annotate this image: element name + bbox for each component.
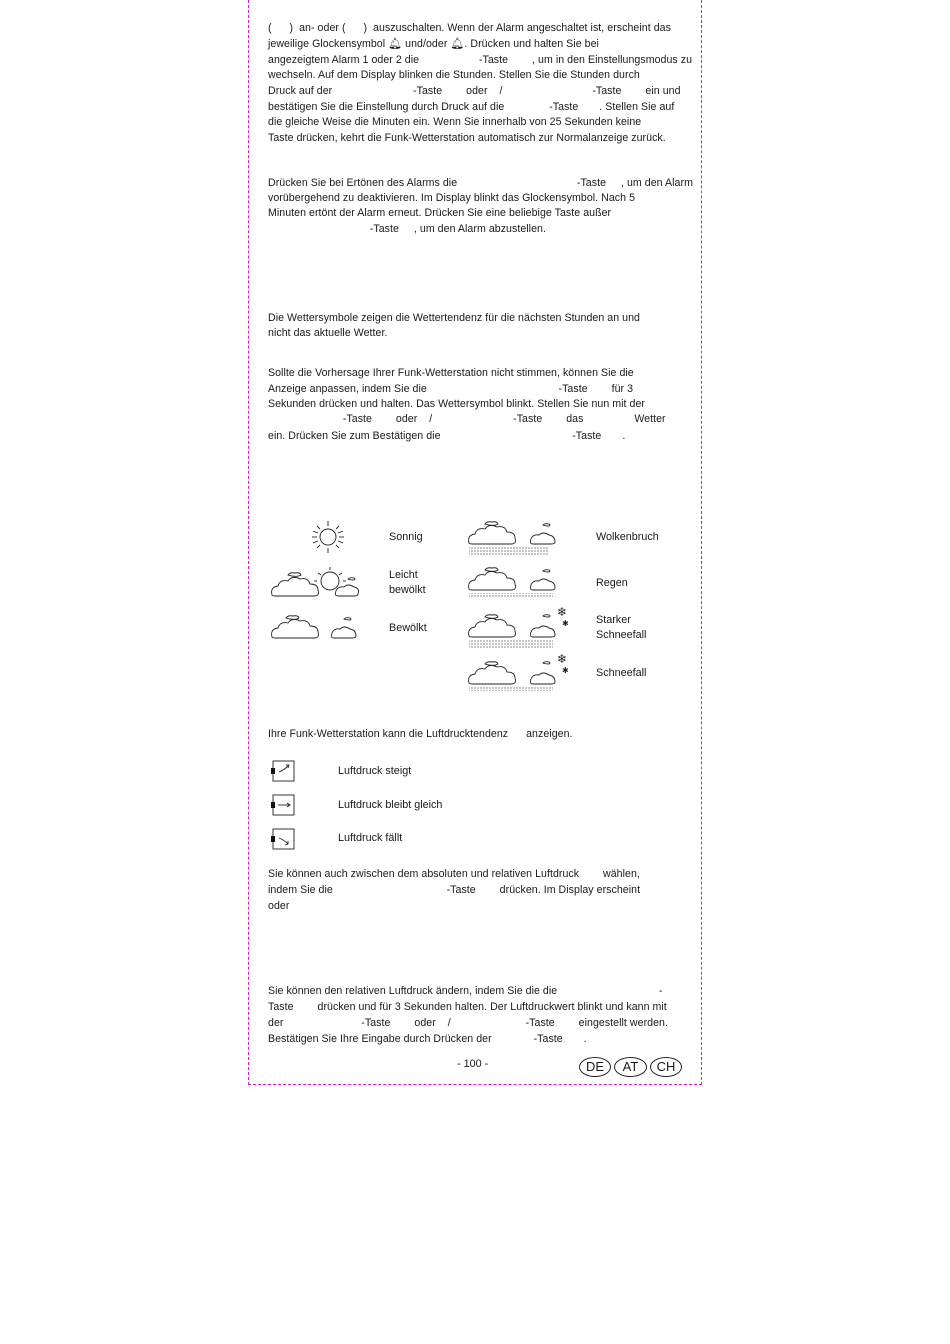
para4-line1: Sollte die Vorhersage Ihrer Funk-Wetterstation nicht stimmen, können Sie die xyxy=(268,367,634,379)
svg-text:❄: ❄ xyxy=(557,652,568,666)
country-badge-ch: CH xyxy=(650,1057,682,1077)
para5-line1: Sie können auch zwischen dem absoluten und relativen Luftdruck wählen, xyxy=(268,868,640,880)
text: . Drücken und halten Sie bei xyxy=(464,38,599,50)
para3-line1: Die Wettersymbole zeigen die Wettertendenz für die nächsten Stunden an und xyxy=(268,312,640,324)
para3-line2: nicht das aktuelle Wetter. xyxy=(268,327,388,339)
para5-line3: oder xyxy=(268,900,290,912)
svg-text:❄: ❄ xyxy=(557,605,568,619)
text: und/oder xyxy=(405,38,448,50)
heavy-rain-icon xyxy=(465,517,561,557)
weather-label-bewoelkt: Bewölkt xyxy=(389,622,427,634)
svg-text:✱: ✱ xyxy=(562,619,569,628)
cloudy-icon xyxy=(268,613,362,641)
para2-line3: Minuten ertönt der Alarm erneut. Drücken Sie eine beliebige Taste außer xyxy=(268,207,612,219)
heavy-snow-icon xyxy=(465,604,575,650)
para5-line2: indem Sie die -Taste drücken. Im Display erscheint xyxy=(268,884,641,896)
para4-line5: ein. Drücken Sie zum Bestätigen die -Taste . xyxy=(268,430,626,442)
para6-line4: Bestätigen Sie Ihre Eingabe durch Drücken der -Taste . xyxy=(268,1033,587,1045)
pressure-falling-icon xyxy=(270,827,296,851)
weather-label-bewoelkt-line: bewölkt xyxy=(389,584,426,596)
para2-line2: vorübergehend zu deaktivieren. Im Display blinkt das Glockensymbol. Nach 5 xyxy=(268,192,636,204)
para1-line8: Taste drücken, kehrt die Funk-Wetterstation automatisch zur Normalanzeige zurück. xyxy=(268,132,666,144)
para6-line3: der -Taste oder / -Taste eingestellt werden. xyxy=(268,1017,668,1029)
weather-label-sonnig: Sonnig xyxy=(389,531,423,543)
pressure-steigt: Luftdruck steigt xyxy=(338,765,412,777)
bell-icon: 🔔︎ xyxy=(450,38,465,50)
para1-line2 xyxy=(268,37,599,53)
country-badge-de: DE xyxy=(579,1057,611,1077)
rain-icon xyxy=(465,565,561,601)
para4-line3: Sekunden drücken und halten. Das Wettersymbol blinkt. Stellen Sie nun mit der xyxy=(268,398,645,410)
page-number: - 100 - xyxy=(457,1058,489,1070)
bell-icon: 🔔︎ xyxy=(388,38,403,50)
para4-line4: -Taste oder / -Taste das Wetter xyxy=(268,413,666,425)
para2-line1: Drücken Sie bei Ertönen des Alarms die -Taste , um den Alarm xyxy=(268,177,693,189)
para2-line4: -Taste , um den Alarm abzustellen. xyxy=(268,223,546,235)
weather-label-schneefall: Schneefall xyxy=(596,667,647,679)
weather-label-regen: Regen xyxy=(596,577,628,589)
pressure-intro: Ihre Funk-Wetterstation kann die Luftdrucktendenz anzeigen. xyxy=(268,728,573,740)
weather-label-starker-schneefall: Schneefall xyxy=(596,629,647,641)
para6-line2: Taste drücken und für 3 Sekunden halten. Der Luftdruckwert blinkt und kann mit xyxy=(268,1001,667,1013)
para6-line1: Sie können den relativen Luftdruck ändern, indem Sie die die - xyxy=(268,985,663,997)
para1-line7: die gleiche Weise die Minuten ein. Wenn Sie innerhalb von 25 Sekunden keine xyxy=(268,116,642,128)
para1-line1: ( ) an- oder ( ) auszuschalten. Wenn der Alarm angeschaltet ist, erscheint das xyxy=(268,22,671,34)
weather-label-starker: Starker xyxy=(596,614,631,626)
weather-label-leicht: Leicht xyxy=(389,569,418,581)
partly-cloudy-icon xyxy=(268,565,362,601)
para4-line2: Anzeige anpassen, indem Sie die -Taste für 3 xyxy=(268,383,634,395)
para1-line4: wechseln. Auf dem Display blinken die Stunden. Stellen Sie die Stunden durch xyxy=(268,69,640,81)
para1-line5: Druck auf der -Taste oder / -Taste ein und xyxy=(268,85,681,97)
para1-line3: angezeigtem Alarm 1 oder 2 die -Taste , um in den Einstellungsmodus zu xyxy=(268,54,693,66)
pressure-gleich: Luftdruck bleibt gleich xyxy=(338,799,443,811)
country-badge-at: AT xyxy=(614,1057,647,1077)
pressure-faellt: Luftdruck fällt xyxy=(338,832,403,844)
pressure-rising-icon xyxy=(270,759,296,783)
sun-icon xyxy=(310,520,346,554)
svg-text:✱: ✱ xyxy=(562,666,569,675)
weather-label-wolkenbruch: Wolkenbruch xyxy=(596,531,659,543)
pressure-steady-icon xyxy=(270,793,296,817)
text: jeweilige Glockensymbol xyxy=(268,38,386,50)
para1-line6: bestätigen Sie die Einstellung durch Druck auf die -Taste . Stellen Sie auf xyxy=(268,101,675,113)
snowfall-icon xyxy=(465,651,575,695)
